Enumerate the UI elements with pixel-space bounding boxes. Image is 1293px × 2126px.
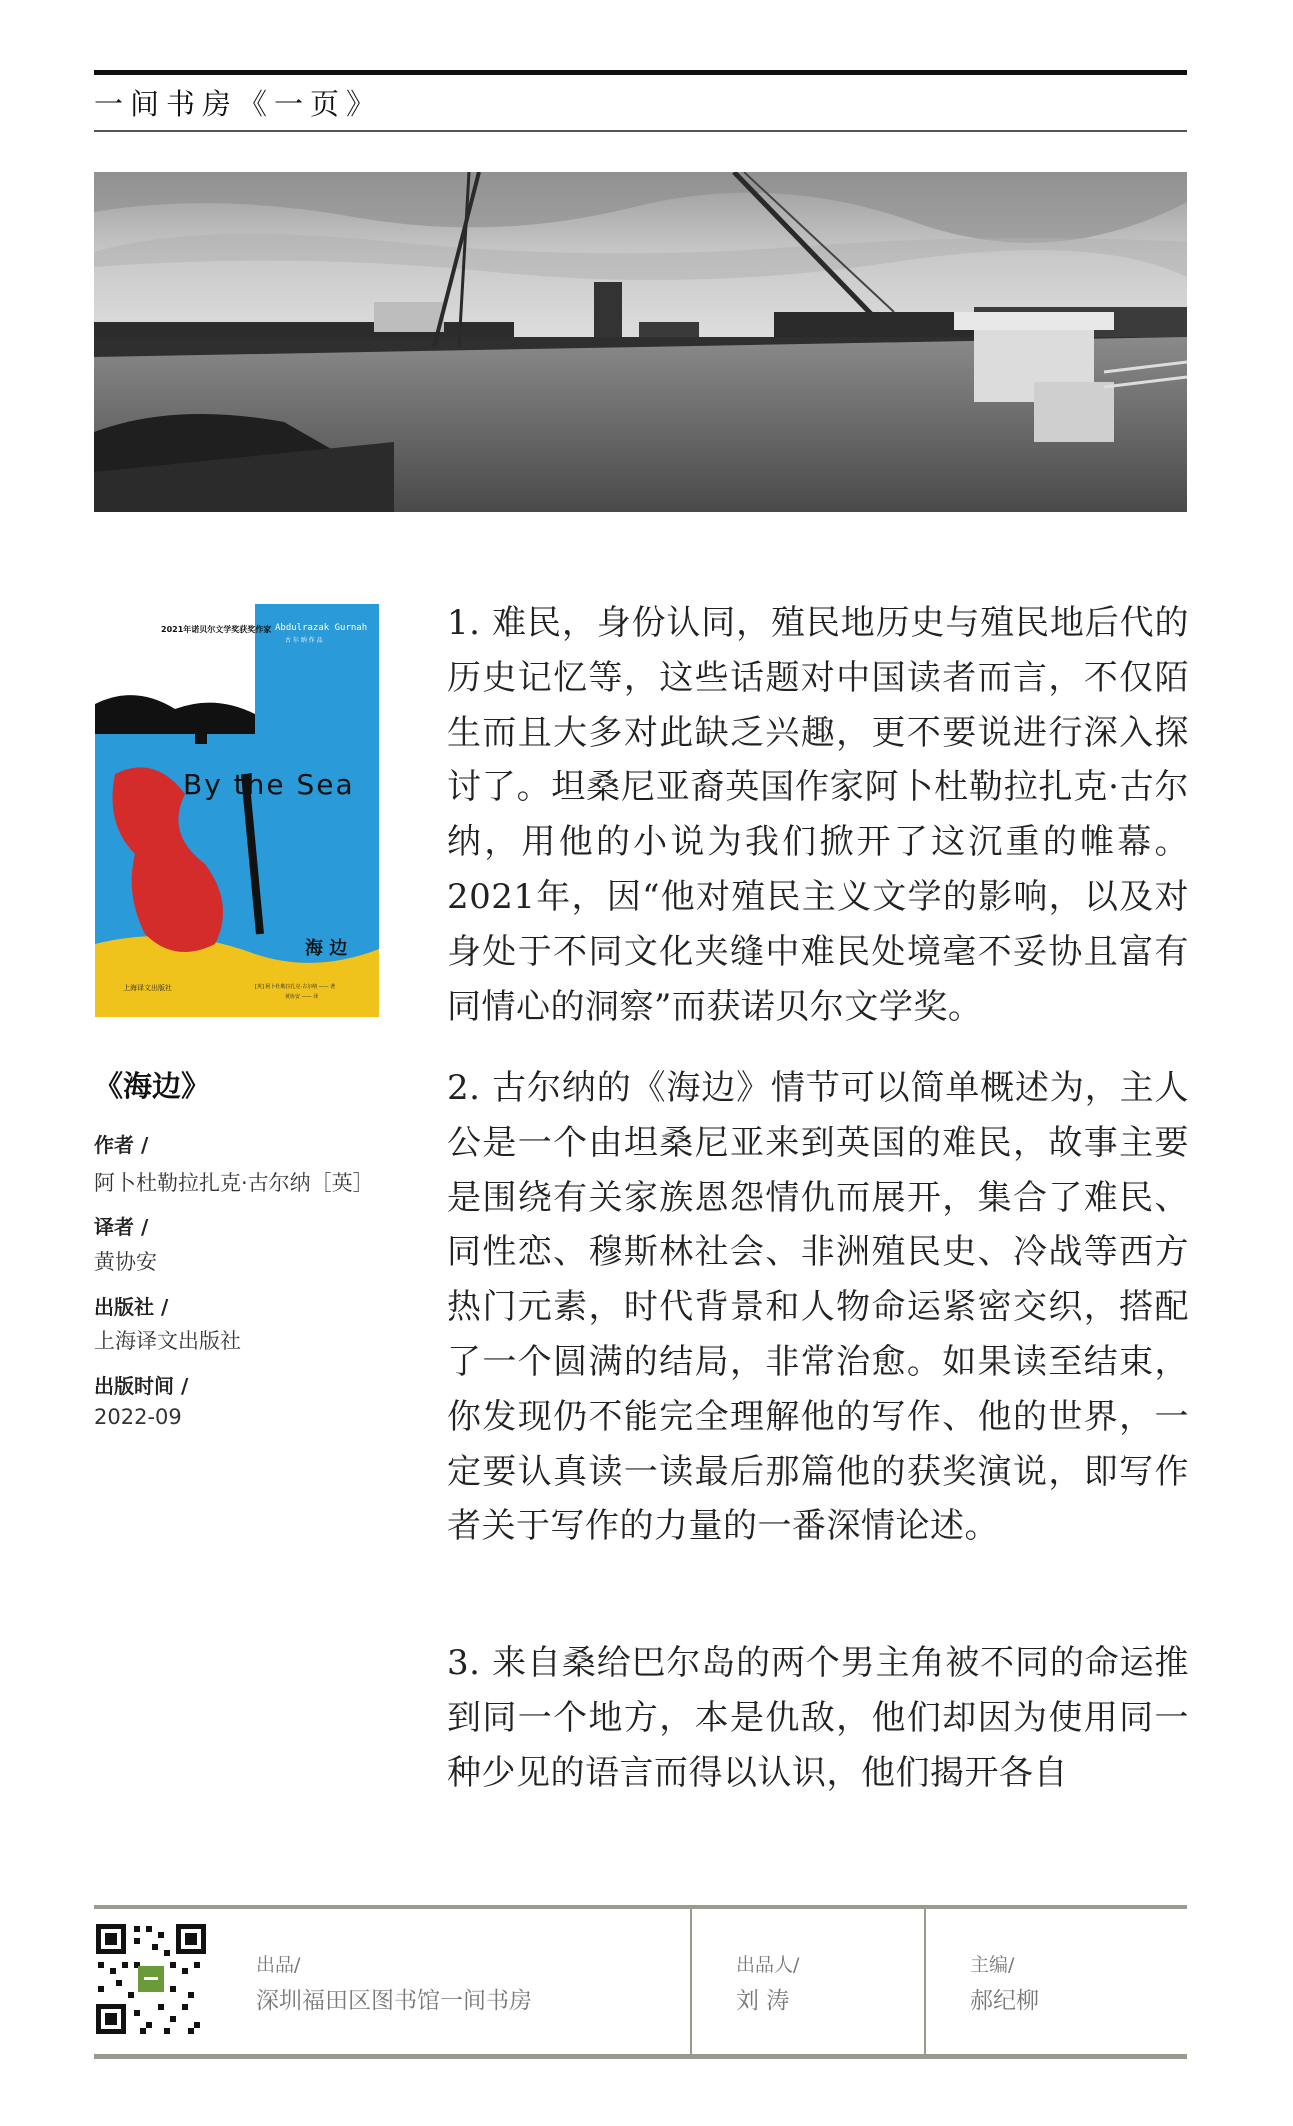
publish-date-label: 出版时间 / — [94, 1374, 189, 1398]
cover-author-en: Abdulrazak Gurnah — [275, 623, 368, 633]
paragraph-2: 2. 古尔纳的《海边》情节可以简单概述为，主人公是一个由坦桑尼亚来到英国的难民，故事主要是围绕有关家族恩怨情仇而展开，集合了难民、同性恋、穆斯林社会、非洲殖民史、冷战等西方热门元素，时代背景和人物命运紧密交织，搭配了一个圆满的结局，非常治愈。如果读至结束，你发现仍不能完全理解他的写作、他的世界，一定要认真读一读最后那篇他的获奖演说，即写作者关于写作的力量的一番深情论述。 — [447, 1068, 1189, 1547]
cover-author-cn: 古 尔 纳 作 品 — [285, 637, 323, 644]
book-cover — [95, 604, 379, 1017]
translator-label: 译者 / — [94, 1215, 149, 1239]
top-rule — [94, 70, 1187, 75]
header-rule — [94, 130, 1187, 132]
publisher-label: 出版社 / — [94, 1295, 169, 1319]
cover-title-cn: 海 边 — [305, 938, 348, 959]
publisher-person-value: 刘 涛 — [736, 1988, 790, 2014]
editor-value: 郝纪柳 — [970, 1988, 1039, 2014]
cover-credits-line1: [英] 阿卜杜勒拉扎克·古尔纳 —— 著 — [255, 984, 336, 990]
publisher-person-label: 出品人/ — [736, 1954, 800, 1976]
author-value: 阿卜杜勒拉扎克·古尔纳［英］ — [94, 1171, 374, 1195]
cover-award-line: 2021年诺贝尔文学奖获奖作家 — [161, 625, 272, 634]
footer-top-rule — [94, 1905, 1187, 1909]
publisher-value: 上海译文出版社 — [94, 1329, 241, 1353]
cover-title-en: By the Sea — [183, 768, 355, 801]
publish-date-value: 2022-09 — [94, 1405, 182, 1429]
banner-photo — [94, 172, 1187, 512]
cover-credits-line2: 黄协安 —— 译 — [285, 994, 319, 1000]
paragraph-3: 3. 来自桑给巴尔岛的两个男主角被不同的命运推到同一个地方，本是仇敌，他们却因为使用同一种少见的语言而得以认识，他们揭开各自 — [447, 1643, 1189, 1793]
producer-label: 出品/ — [256, 1954, 301, 1976]
page-header-title: 一间书房《一页》 — [94, 87, 383, 121]
producer-value: 深圳福田区图书馆一间书房 — [256, 1988, 532, 2014]
editor-label: 主编/ — [970, 1954, 1015, 1976]
paragraph-1: 1. 难民，身份认同，殖民地历史与殖民地后代的历史记忆等，这些话题对中国读者而言，不仅陌生而且大多对此缺乏兴趣，更不要说进行深入探讨了。坦桑尼亚裔英国作家阿卜杜勒拉扎克·古尔纳，用他的小说为我们掀开了这沉重的帷幕。2021年，因“他对殖民主义文学的影响，以及对身处于不同文化夹缝中难民处境毫不妥协且富有同情心的洞察”而获诺贝尔文学奖。 — [447, 603, 1189, 1027]
author-label: 作者 / — [94, 1133, 149, 1157]
footer-divider-2 — [924, 1905, 926, 2057]
footer-bottom-rule — [94, 2054, 1187, 2059]
footer-divider-1 — [690, 1905, 692, 2057]
qr-code[interactable] — [94, 1922, 208, 2036]
book-title: 《海边》 — [94, 1069, 211, 1103]
translator-value: 黄协安 — [94, 1250, 157, 1274]
cover-publisher: 上海译文出版社 — [123, 984, 172, 992]
